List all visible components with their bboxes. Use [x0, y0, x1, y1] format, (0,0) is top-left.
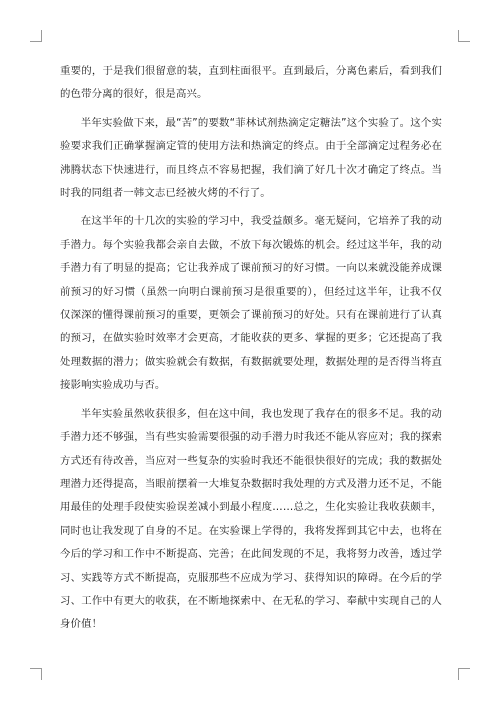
document-body — [60, 60, 442, 637]
paragraph-titration-experiment: 半年实验做下来，最“苦”的要数“菲林试剂热滴定定糖法”这个实验了。这个实验要求我们正确掌握滴定管的使用方法和热滴定的终点。由于全部滴定过程务必在沸腾状态下快速进行，而且终点不容易把握，我们滴了好几十次才确定了终点。当时我的同组者一韩文志已经被火烤的不行了。 — [60, 116, 442, 200]
paragraph-shortcomings: 半年实验虽然收获很多，但在这中间，我也发现了我存在的很多不足。我的动手潜力还不够强，当有些实验需要很强的动手潜力时我还不能从容应对；我的探索方式还有待改善，当应对一些复杂的实验时我还不能很快很好的完成；我的数据处理潜力还得提高，当眼前摆着一大堆复杂数据时我处理的方式及潜力还不足，不能用最佳的处理手段使实验误差减小到最小程度……总之，生化实验让我收获颇丰，同时也让我发现了自身的不足。在实验课上学得的，我将发挥到其它中去，也将在今后的学习和工作中不断提高、完善；在此间发现的不足，我将努力改善，透过学习、实践等方式不断提高，克服那些不应成为学习、获得知识的障碍。在今后的学习、工作中有更大的收获，在不断地探索中、在无私的学习、奉献中实现自己的人身价值！ — [60, 407, 442, 631]
crop-mark-top-left-vertical — [41, 30, 42, 42]
crop-mark-bottom-right-horizontal — [458, 668, 470, 669]
crop-mark-top-right-horizontal — [458, 41, 470, 42]
paragraph-continuation: 重要的，于是我们很留意的装，直到柱面很平。直到最后，分离色素后，看到我们的色带分离的很好，很是高兴。 — [60, 65, 442, 101]
crop-mark-top-right-vertical — [458, 30, 459, 42]
crop-mark-bottom-right-vertical — [458, 668, 459, 680]
paragraph-learning-gains: 在这半年的十几次的实验的学习中，我受益颇多。毫无疑问，它培养了我的动手潜力。每个实验我都会亲自去做，不放下每次锻炼的机会。经过这半年，我的动手潜力有了明显的提高；它让我养成了课前预习的好习惯。一向以来就没能养成课前预习的好习惯（虽然一向明白课前预习是很重要的），但经过这半年，让我不仅仅深深的懂得课前预习的重要，更领会了课前预习的好处。只有在课前进行了认真的预习，在做实验时效率才会更高，才能收获的更多、掌握的更多；它还提高了我处理数据的潜力；做实验就会有数据，有数据就要处理，数据处理的是否得当将直接影响实验成功与否。 — [60, 215, 442, 392]
crop-mark-bottom-left-vertical — [41, 668, 42, 680]
